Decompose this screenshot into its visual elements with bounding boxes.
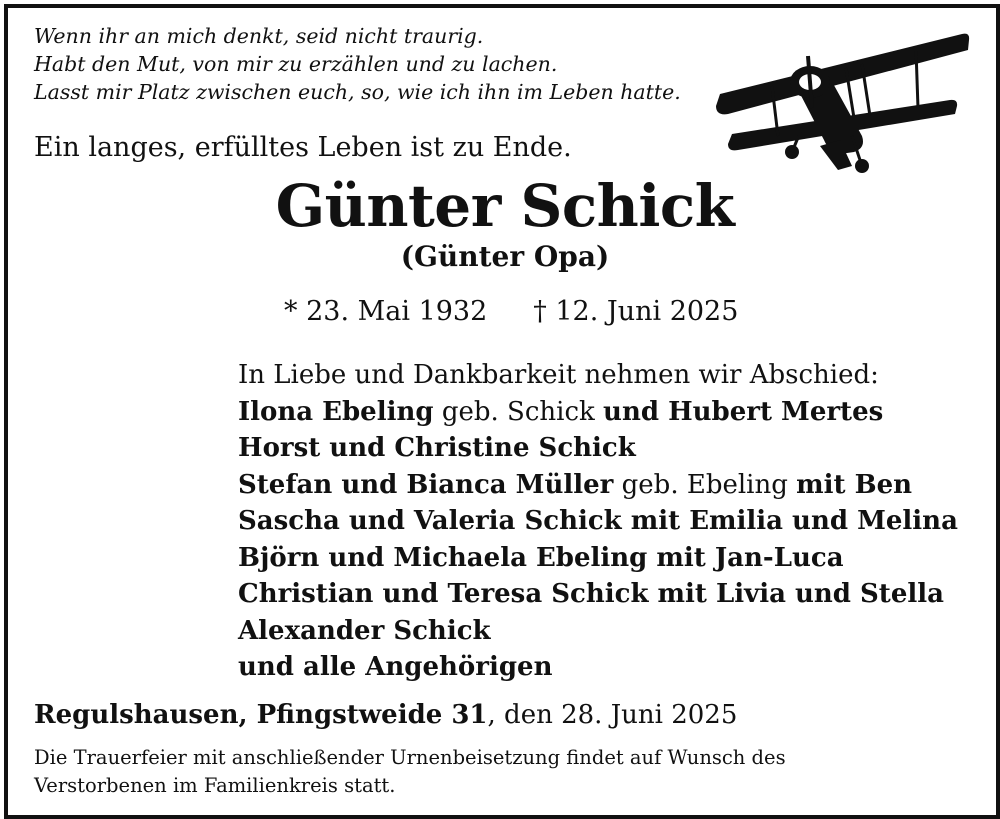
poem [34,22,681,106]
life-dates [284,296,738,327]
birth-date: * 23. Mai 1932 [284,296,488,327]
mourner-name: mit Ben [796,469,913,500]
mourner-line [238,649,958,686]
note-line: Verstorbenen im Familienkreis statt. [34,774,396,797]
deceased-nickname: (Günter Opa) [400,240,610,273]
mourner-name: und alle Angehörigen [238,652,553,682]
mourner-line [238,613,958,650]
mourners-list [238,394,958,686]
mourner-note: geb. Ebeling [613,469,797,500]
deceased-name: Günter Schick [275,172,735,240]
mourner-name: Christian und Teresa Schick mit Livia und Stella [238,579,944,609]
mourner-line [238,430,958,467]
biplane-icon [712,28,974,178]
mourner-line [238,540,958,577]
mourner-name: Alexander Schick [238,615,491,646]
notice-date: , den 28. Juni 2025 [487,700,738,730]
mourner-name: Ilona Ebeling [238,396,434,427]
mourner-name: Horst und Christine Schick [238,433,636,463]
mourner-name: Stefan und Bianca Müller [238,469,614,500]
mourners-block [238,357,958,686]
poem-line: Lasst mir Platz zwischen euch, so, wie ich ihn im Leben hatte. [34,80,681,104]
mourner-line [238,576,958,613]
intro-text: Ein langes, erfülltes Leben ist zu Ende. [34,132,572,163]
death-date: † 12. Juni 2025 [533,296,739,327]
mourner-line [238,503,958,540]
mourner-name: und Hubert Mertes [603,396,884,427]
address: Regulshausen, Pfingstweide 31 [34,700,488,730]
poem-line: Wenn ihr an mich denkt, seid nicht traurig. [34,24,484,48]
funeral-note [34,744,786,800]
farewell-intro: In Liebe und Dankbarkeit nehmen wir Abschied: [238,360,879,390]
place-date-line [34,700,737,730]
poem-line: Habt den Mut, von mir zu erzählen und zu lachen. [34,52,558,76]
mourner-line [238,467,958,504]
mourner-name: Sascha und Valeria Schick mit Emilia und Melina [238,506,958,536]
note-line: Die Trauerfeier mit anschließender Urnenbeisetzung findet auf Wunsch des [34,746,786,769]
mourner-line [238,394,958,431]
mourner-note: geb. Schick [433,396,604,427]
mourner-name: Björn und Michaela Ebeling mit Jan-Luca [238,542,844,573]
